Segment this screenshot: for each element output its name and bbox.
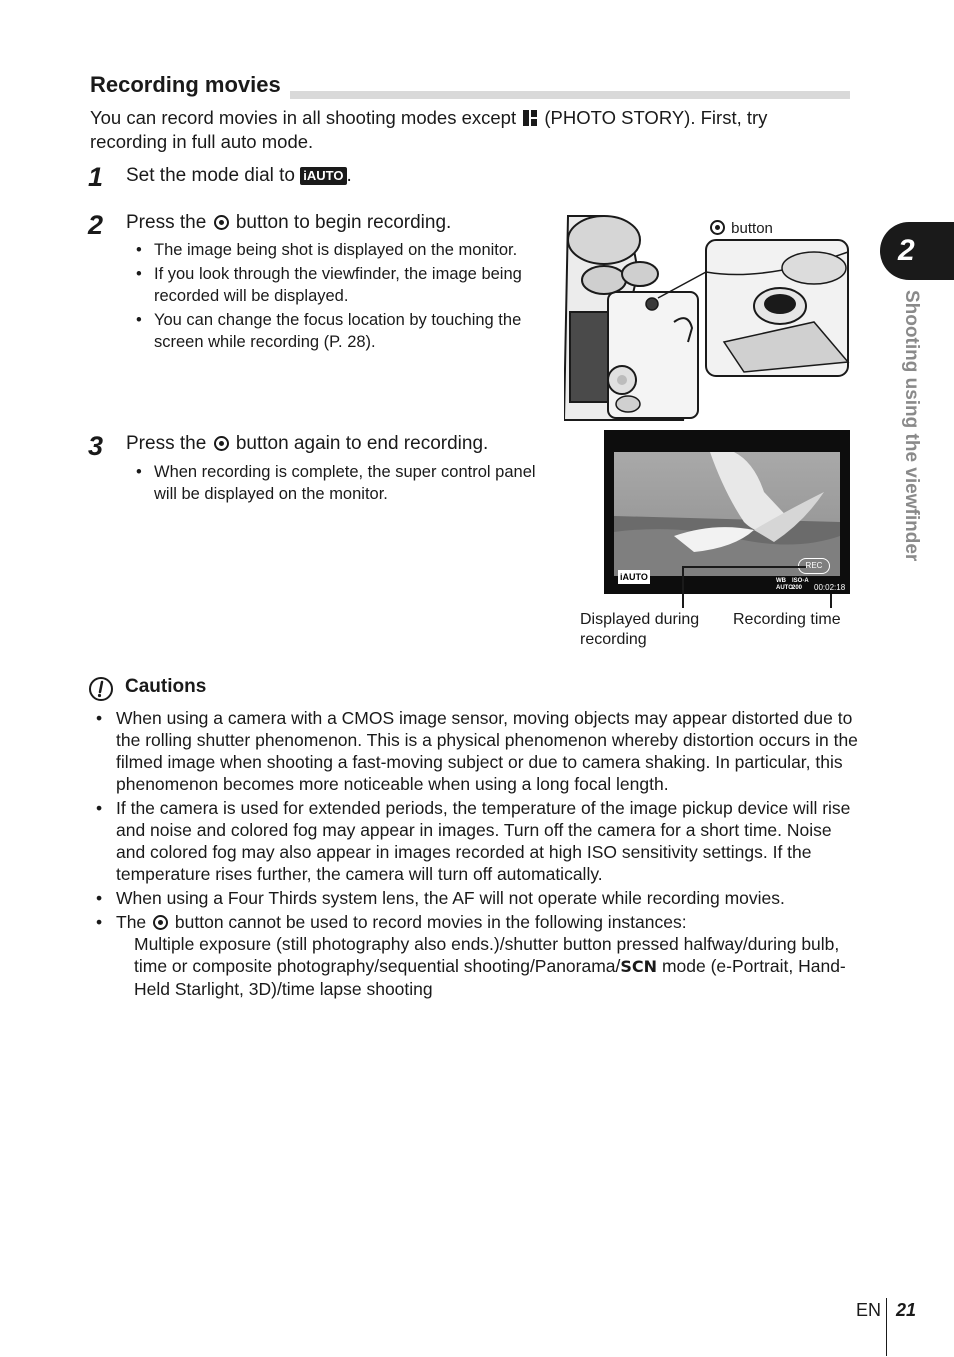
movie-record-button-icon [710,220,725,235]
step-3-text-before: Press the [126,433,207,454]
list-item [90,911,860,1000]
monitor-display [604,430,850,594]
step-1-number: 1 [88,162,104,192]
camera-illustration [564,212,852,424]
page-number: 21 [896,1300,917,1320]
list-item: • When using a Four Thirds system lens, the AF will not operate while recording movies. [90,887,860,909]
footer-language: EN [856,1300,882,1320]
movie-record-button-icon [214,215,229,230]
camera-callout-label: button [731,220,773,237]
step-3-text-after: button again to end recording. [235,433,489,454]
step-1-text-after: . [346,165,352,186]
intro-paragraph [90,106,830,154]
step-3-bullets [128,461,538,507]
caution-last-before: The [116,912,147,932]
chapter-number: 2 [898,234,915,267]
step-2-bullets [128,239,538,355]
movie-record-button-icon [153,915,168,930]
iauto-mode-icon: iAUTO [300,167,346,185]
wb-value: AUTO [776,585,793,591]
caution-last-detail [116,933,860,1000]
list-item: • When using a camera with a CMOS image sensor, moving objects may appear distorted due to the rolling shutter phenomenon. This is a physical phenomenon whereby distortion occurs in the filmed image when shooting a fast-moving subject or due to camera shaking. In particular, this phenomenon becomes more noticeable when using a long focal length. [90,707,860,795]
intro-text-start: You can record movies in all shooting modes except [90,107,517,128]
rec-indicator: REC [798,558,830,574]
recording-time-readout: 00:02:18 [814,583,846,592]
caution-detail-part2: mode (e-Portrait, Hand-Held Starlight, 3D)/time lapse shooting [134,956,846,999]
list-item: • The image being shot is displayed on the monitor. [128,239,538,261]
wb-label: WB [776,578,786,584]
photo-story-icon [523,110,537,126]
list-item: • You can change the focus location by touching the screen while recording (P. 28). [128,309,538,353]
footer-divider [886,1298,887,1356]
caution-last-after: button cannot be used to record movies in the following instances: [174,912,687,932]
intro-text-end: (PHOTO STORY). First, try recording in full auto mode. [90,107,768,152]
cautions-list [90,707,860,1002]
caption-displayed-during-recording: Displayed during recording [580,611,700,648]
section-title: Recording movies [90,72,281,97]
step-2-text-before: Press the [126,212,207,233]
step-3-text [126,433,488,455]
cautions-title: Cautions [125,676,207,697]
caution-detail-part1: Multiple exposure (still photography also ends.)/shutter button pressed halfway/during bulb, time or composite photography/sequential shooting/Panorama/ [134,934,840,976]
iso-label: ISO-A [792,578,809,584]
caution-icon [88,676,114,702]
step-1-text-before: Set the mode dial to [126,165,295,186]
step-3-number: 3 [88,431,104,461]
caption-recording-time: Recording time [733,611,841,628]
callout-line-left [682,566,684,608]
wb-indicator [776,578,793,592]
movie-record-button-icon [214,436,229,451]
chapter-title-vertical [898,290,924,650]
list-item: • If the camera is used for extended periods, the temperature of the image pickup device will rise and noise and colored fog may appear in images. Turn off the camera for a short time. Noise and colored fog may also appear in images recorded at high ISO sensitivity settings. If the temperature rises further, the camera will turn off automatically. [90,797,860,885]
iso-value: 200 [792,585,803,591]
section-title-rule [290,91,850,99]
chapter-tab [880,222,954,280]
step-2-text-after: button to begin recording. [235,212,452,233]
callout-line-right [830,594,832,608]
list-item: • If you look through the viewfinder, the image being recorded will be displayed. [128,263,538,307]
callout-line-horizontal [682,566,806,568]
scn-mode-label: SCN [620,957,658,976]
camera-callout [708,219,773,239]
step-2-text [126,212,451,234]
iso-indicator [792,578,809,592]
chapter-title: Shooting using the viewfinder [901,290,922,562]
list-item: • When recording is complete, the super control panel will be displayed on the monitor. [128,461,538,505]
iauto-mode-badge: iAUTO [620,572,648,582]
step-1-text [126,165,352,187]
step-2-number: 2 [88,210,104,240]
